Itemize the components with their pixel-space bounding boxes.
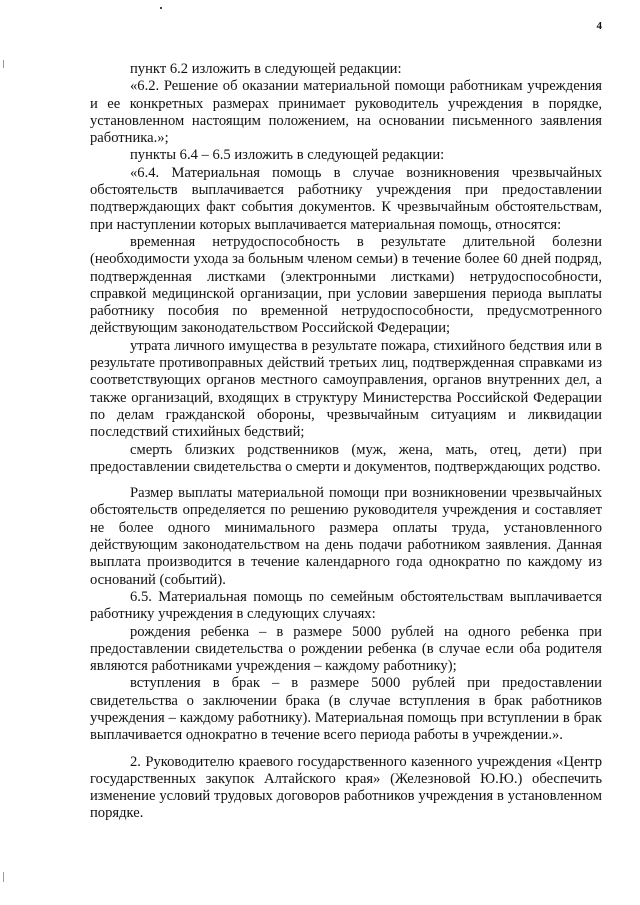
page-number: 4: [596, 20, 602, 32]
paragraph-item-2: 2. Руководителю краевого государственного казенного учреждения «Центр государственных закупок Алтайского края» (Железновой Ю.Ю.) обеспечить изменение условий трудовых договоров работников учреждения в установленном порядке.: [90, 753, 602, 822]
scan-artifact-left: [3, 60, 4, 68]
scan-artifact-left-bottom: [3, 872, 4, 882]
paragraph-marriage: вступления в брак – в размере 5000 рублей при предоставлении свидетельства о заключении брака (в случае вступления в брак работников учреждения – каждому работнику). Материальная помощь при вступлении в брак выплачивается однократно в течение всего периода работы в учреждении.».: [90, 675, 602, 744]
scan-artifact-top: [160, 7, 162, 9]
paragraph-intro-6-4-6-5: пункты 6.4 – 6.5 изложить в следующей редакции:: [130, 147, 445, 164]
paragraph-disability: временная нетрудоспособность в результате длительной болезни (необходимости ухода за больным членом семьи) в течение более 60 дней подряд, подтвержденная листками (электронными листками) нетрудоспособности, справкой медицинской организации, при условии завершения периода выплаты работнику пособия по временной нетрудоспособности, предусмотренного действующим законодательством Российской Федерации;: [90, 233, 602, 337]
paragraph-payment-amount: Размер выплаты материальной помощи при возникновении чрезвычайных обстоятельств определяется по решению руководителя учреждения и составляет не более одного минимального размера оплаты труда, установленного действующим законодательством на день подачи работником заявления. Данная выплата производится в течение календарного года однократно по каждому из оснований (событий).: [90, 485, 602, 588]
paragraph-6-2: «6.2. Решение об оказании материальной помощи работникам учреждения и ее конкретных размерах принимает руководитель учреждения в порядке, установленном настоящим положением, на основании письменного заявления работника.»;: [90, 78, 602, 147]
paragraph-6-4: «6.4. Материальная помощь в случае возникновения чрезвычайных обстоятельств выплачивается работнику учреждения при предоставлении подтверждающих факт события документов. К чрезвычайным обстоятельствам, при наступлении которых выплачивается материальная помощь, относятся:: [90, 164, 602, 233]
document-body: [90, 61, 602, 823]
paragraph-childbirth: рождения ребенка – в размере 5000 рублей на одного ребенка при предоставлении свидетельства о рождении ребенка (в случае если оба родителя являются работниками учреждения – каждому работнику);: [90, 623, 602, 675]
paragraph-death-of-relatives: смерть близких родственников (муж, жена, мать, отец, дети) при предоставлении свидетельства о смерти и документов, подтверждающих родство.: [90, 441, 602, 475]
paragraph-6-5: 6.5. Материальная помощь по семейным обстоятельствам выплачивается работнику учреждения в следующих случаях:: [90, 588, 602, 623]
paragraph-property-loss: утрата личного имущества в результате пожара, стихийного бедствия или в результате противоправных действий третьих лиц, подтвержденная справками из соответствующих органов местного самоуправления, органов внутренних дел, а также организаций, входящих в структуру Министерства Российской Федерации по делам гражданской обороны, чрезвычайным ситуациям и ликвидации последствий стихийных бедствий;: [90, 337, 602, 441]
paragraph-intro-6-2: пункт 6.2 изложить в следующей редакции:: [130, 61, 402, 77]
